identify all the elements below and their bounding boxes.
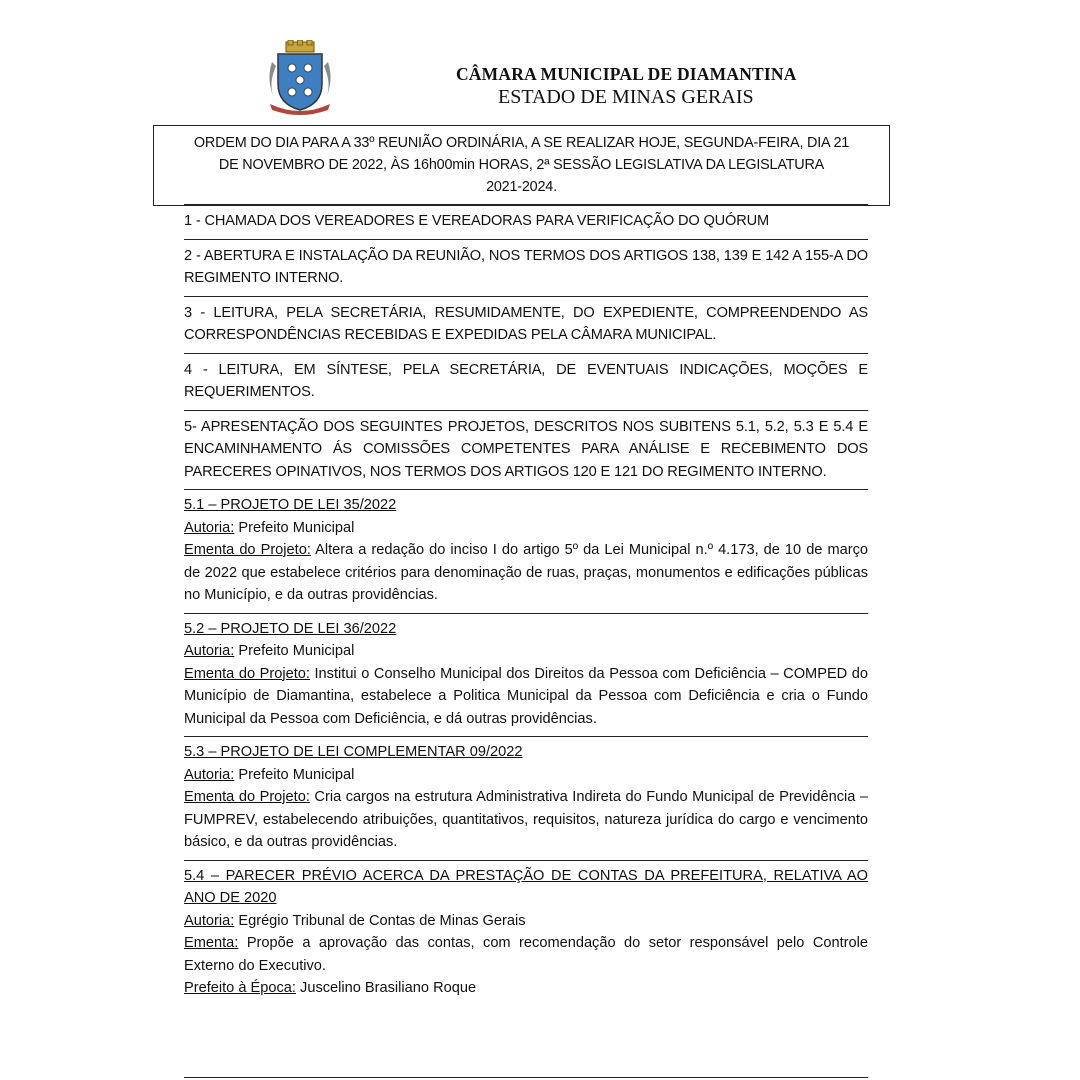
autoria-value: Prefeito Municipal [238,643,355,659]
project-5-1 [184,490,868,613]
agenda-item-text: 2 - ABERTURA E INSTALAÇÃO DA REUNIÃO, NOS TERMOS DOS ARTIGOS 138, 139 E 142 A 155-A DO REGIMENTO INTERNO. [184,247,868,286]
project-5-4 [184,861,868,1006]
ementa-value: Propõe a aprovação das contas, com recomendação do setor responsável pelo Controle Externo do Executivo. [184,935,868,974]
agenda-content [184,204,868,1006]
ementa-label: Ementa do Projeto: [184,542,311,558]
agenda-item-text: 5- APRESENTAÇÃO DOS SEGUINTES PROJETOS, DESCRITOS NOS SUBITENS 5.1, 5.2, 5.3 E 5.4 E ENCAMINHAMENTO ÁS COMISSÕES COMPETENTES PARA ANÁLISE E RECEBIMENTO DOS PARECERES OPINATIVOS, NOS TERMOS DOS ARTIGOS 120 E 121 DO REGIMENTO INTERNO. [184,418,868,480]
autoria-label: Autoria: [184,519,235,536]
ementa-label: Ementa do Projeto: [184,665,310,682]
prefeito-label: Prefeito à Época: [184,980,296,996]
ementa-value: Cria cargos na estrutura Administrativa Indireta do Fundo Municipal de Previdência – FUMPREV, estabelecendo atribuições, quantitativos, requisitos, natureza jurídica do cargo e vencimento básico, e da outras providências. [184,789,868,850]
agenda-title-box [153,125,890,206]
agenda-item-2 [184,240,868,296]
project-title: 5.3 – PROJETO DE LEI COMPLEMENTAR 09/2022 [184,744,523,760]
agenda-item-3 [184,297,868,353]
project-5-3 [184,737,868,860]
agenda-item-text: 4 - LEITURA, EM SÍNTESE, PELA SECRETÁRIA, DE EVENTUAIS INDICAÇÕES, MOÇÕES E REQUERIMENTOS. [184,361,868,400]
project-5-2 [184,614,868,737]
autoria-label: Autoria: [184,766,235,783]
project-title: 5.4 – PARECER PRÉVIO ACERCA DA PRESTAÇÃO DE CONTAS DA PREFEITURA, RELATIVA AO ANO DE 2020 [184,867,868,906]
title-line: ORDEM DO DIA PARA A 33º REUNIÃO ORDINÁRIA, A SE REALIZAR HOJE, SEGUNDA-FEIRA, DIA 21 [193,135,850,151]
autoria-value: Egrégio Tribunal de Contas de Minas Gerais [238,912,526,929]
title-line: 2021-2024. [486,179,557,195]
ementa-label: Ementa do Projeto: [184,789,310,805]
autoria-label: Autoria: [184,912,235,929]
autoria-value: Prefeito Municipal [238,766,355,783]
project-title: 5.1 – PROJETO DE LEI 35/2022 [184,497,397,513]
agenda-item-4 [184,354,868,410]
agenda-item-5 [184,411,868,490]
agenda-item-text: 3 - LEITURA, PELA SECRETÁRIA, RESUMIDAMENTE, DO EXPEDIENTE, COMPREENDENDO AS CORRESPONDÊNCIAS RECEBIDAS E EXPEDIDAS PELA CÂMARA MUNICIPAL. [184,304,868,343]
autoria-value: Prefeito Municipal [238,519,355,536]
agenda-item-text: 1 - CHAMADA DOS VEREADORES E VEREADORAS PARA VERIFICAÇÃO DO QUÓRUM [184,213,770,229]
title-line: DE NOVEMBRO DE 2022, ÀS 16h00min HORAS, 2ª SESSÃO LEGISLATIVA DA LEGISLATURA [218,157,825,173]
project-title: 5.2 – PROJETO DE LEI 36/2022 [184,620,397,637]
agenda-item-1 [184,205,868,239]
header-state: ESTADO DE MINAS GERAIS [498,86,754,108]
ementa-value: Institui o Conselho Municipal dos Direitos da Pessoa com Deficiência – COMPED do Município de Diamantina, estabelece a Politica Municipal da Pessoa com Deficiência e cria o Fundo Municipal da Pessoa com Deficiência, e dá outras providências. [184,665,869,727]
divider [184,1077,868,1078]
autoria-label: Autoria: [184,643,235,659]
prefeito-value: Juscelino Brasiliano Roque [300,980,477,996]
coat-of-arms-icon [262,40,338,116]
ementa-value: Altera a redação do inciso I do artigo 5º da Lei Municipal n.º 4.173, de 10 de março de 2022 que estabelece critérios para denominação de ruas, praças, monumentos e edificações públicas no Município, e da outras providências. [184,542,868,603]
header-institution: CÂMARA MUNICIPAL DE DIAMANTINA [456,64,797,84]
ementa-label: Ementa: [184,935,239,951]
